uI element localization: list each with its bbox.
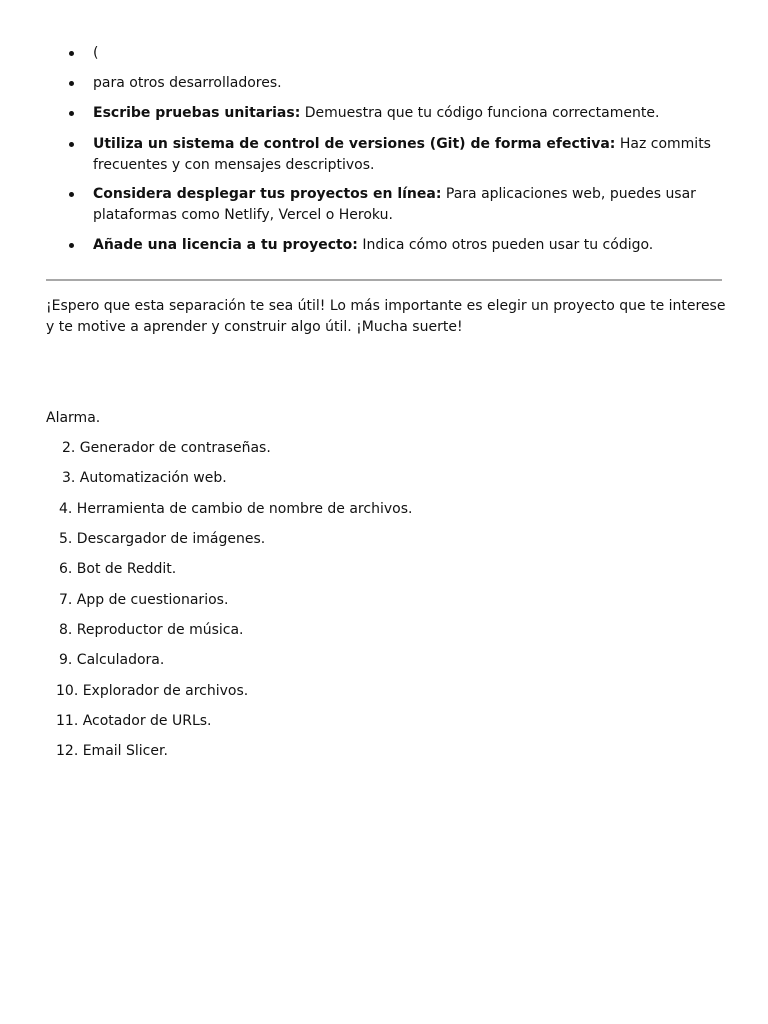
bullet-item xyxy=(93,103,723,124)
list-item: 5. Descargador de imágenes. xyxy=(59,531,266,547)
bullet-text: Indica cómo otros pueden usar tu código. xyxy=(357,237,654,253)
bullet-bold-text: Añade una licencia a tu proyecto: xyxy=(93,237,358,253)
bullet-text: ( xyxy=(93,45,99,61)
list-item: 11. Acotador de URLs. xyxy=(56,713,212,729)
bullet-item xyxy=(93,43,723,64)
closing-paragraph: ¡Espero que esta separación te sea útil! Lo más importante es elegir un proyecto que te interese y te motive a aprender y construir algo útil. ¡Mucha suerte! xyxy=(46,298,726,335)
bullet-item xyxy=(93,73,723,94)
bullet-bold-text: Considera desplegar tus proyectos en línea: xyxy=(93,186,442,202)
bullet-item xyxy=(93,235,723,256)
list-item: 6. Bot de Reddit. xyxy=(59,561,177,577)
bullet-text: Haz commits frecuentes y con mensajes descriptivos. xyxy=(93,136,711,173)
bullet-bold-text: Escribe pruebas unitarias: xyxy=(93,105,301,121)
bullet-text: para otros desarrolladores. xyxy=(93,75,282,91)
alarm-line: Alarma. xyxy=(46,410,101,426)
list-item: 12. Email Slicer. xyxy=(56,743,168,759)
bullet-item xyxy=(93,134,723,175)
list-item: 3. Automatización web. xyxy=(62,470,227,486)
list-item: 7. App de cuestionarios. xyxy=(59,592,229,608)
list-item: 9. Calculadora. xyxy=(59,652,165,668)
list-item: 10. Explorador de archivos. xyxy=(56,683,249,699)
list-item: 4. Herramienta de cambio de nombre de archivos. xyxy=(59,501,413,517)
list-item: 8. Reproductor de música. xyxy=(59,622,244,638)
bullet-text: Para aplicaciones web, puedes usar plataformas como Netlify, Vercel o Heroku. xyxy=(93,186,696,223)
list-item: 2. Generador de contraseñas. xyxy=(62,440,271,456)
bullet-item xyxy=(93,184,723,225)
bullet-bold-text: Utiliza un sistema de control de versiones (Git) de forma efectiva: xyxy=(93,136,616,152)
bullet-text: Demuestra que tu código funciona correctamente. xyxy=(300,105,660,121)
horizontal-divider xyxy=(46,279,722,281)
